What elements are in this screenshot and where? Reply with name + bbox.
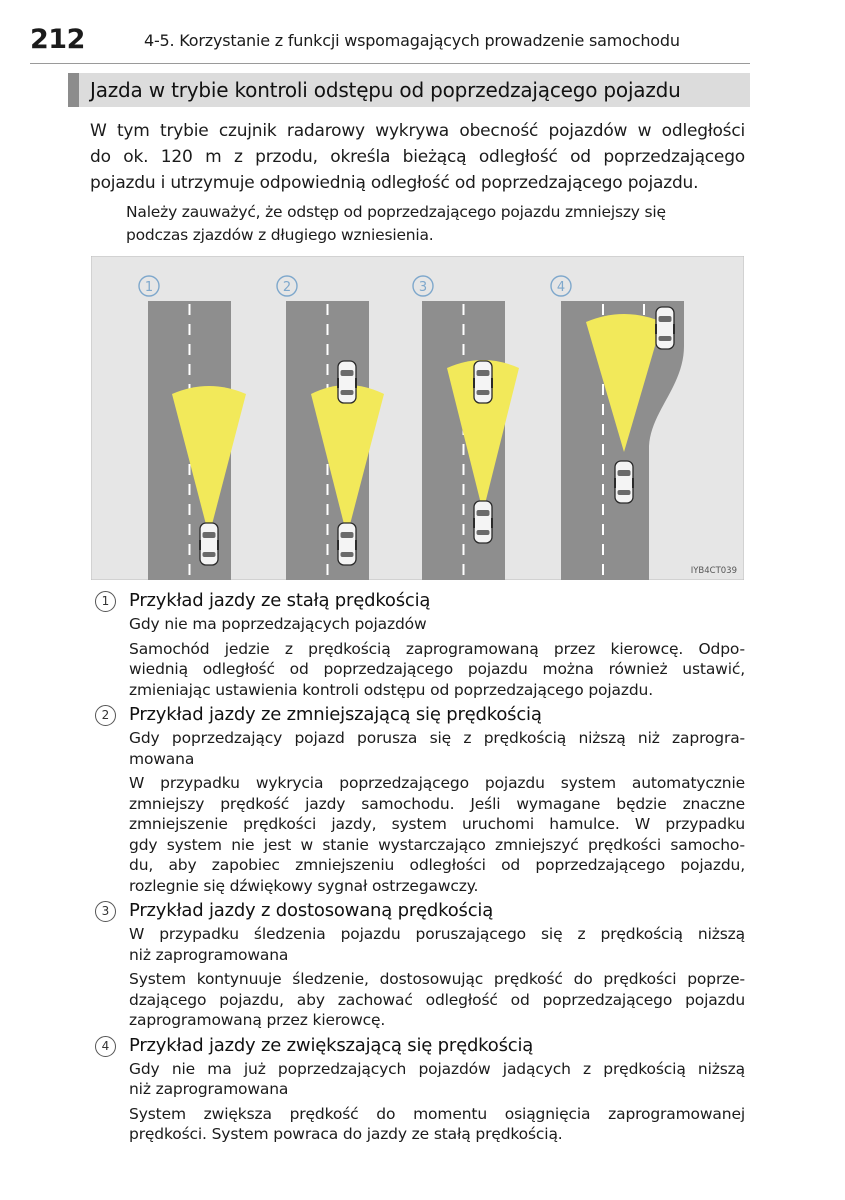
list-item: [95, 1033, 745, 1145]
condition-line: niż zaprogramowana: [129, 1080, 289, 1098]
item-description: [129, 1104, 745, 1145]
figure-label-4: 4: [556, 280, 566, 295]
item-condition: [129, 614, 745, 635]
item-description: [129, 969, 745, 1031]
car-own-4: [615, 461, 633, 503]
item-title: Przykład jazdy ze zwiększającą się prędkością: [129, 1034, 534, 1056]
description-line: rozlegnie się dźwiękowy sygnał ostrzegawczy.: [129, 876, 479, 895]
item-condition: [129, 728, 745, 769]
intro-line: do ok. 120 m z przodu, określa bieżącą odległość od poprzedzającego: [90, 147, 745, 167]
description-line: zmniejszenie prędkości jazdy, system uruchomi hamulce. W przypadku: [129, 815, 745, 833]
item-title: Przykład jazdy ze zmniejszającą się prędkością: [129, 704, 542, 725]
car-preceding-2: [338, 361, 356, 403]
description-line: Samochód jedzie z prędkością zaprogramowaną przez kierowcę. Odpo-: [129, 639, 745, 658]
item-title: Przykład jazdy z dostosowaną prędkością: [129, 900, 494, 921]
note-line: podczas zjazdów z długiego wzniesienia.: [126, 226, 434, 244]
description-line: prędkości. System powraca do jazdy ze stałą prędkością.: [129, 1125, 563, 1143]
acc-illustration-svg: [91, 256, 744, 580]
list-item: [95, 898, 745, 1031]
description-line: W przypadku wykrycia poprzedzającego pojazdu system automatycznie: [129, 774, 745, 792]
section-title: Jazda w trybie kontroli odstępu od poprzedzającego pojazdu: [90, 78, 681, 102]
item-condition: [129, 1059, 745, 1100]
figure-label-3: 3: [418, 280, 428, 295]
item-number-badge: 3: [95, 901, 116, 922]
description-line: wiednią odległość od poprzedzającego pojazdu można również ustawić,: [129, 660, 745, 678]
item-description: [129, 639, 745, 701]
condition-line: W przypadku śledzenia pojazdu poruszającego się z prędkością niższą: [129, 925, 745, 943]
condition-line: Gdy nie ma poprzedzających pojazdów: [129, 615, 427, 633]
condition-line: mowana: [129, 749, 195, 768]
figure-code: IYB4CT039: [690, 566, 737, 576]
running-header: 4-5. Korzystanie z funkcji wspomagających prowadzenie samochodu: [144, 31, 680, 50]
description-line: zmniejszy prędkość jazdy samochodu. Jeśli wymagane będzie znaczne: [129, 794, 745, 813]
figure-label-1: 1: [144, 280, 154, 295]
page-number: 212: [30, 24, 85, 55]
description-line: System kontynuuje śledzenie, dostosowując prędkość do prędkości poprze-: [129, 970, 745, 988]
section-title-accent: [68, 73, 79, 107]
item-description: [129, 773, 745, 896]
intro-line: pojazdu i utrzymuje odpowiednią odległość od poprzedzającego pojazdu.: [90, 173, 699, 193]
note-line: Należy zauważyć, że odstęp od poprzedzającego pojazdu zmniejszy się: [126, 203, 666, 221]
car-preceding-4: [656, 307, 674, 349]
description-line: System zwiększa prędkość do momentu osiągnięcia zaprogramowanej: [129, 1104, 745, 1123]
example-list: [95, 588, 745, 1145]
acc-illustration: [91, 256, 744, 580]
description-line: dzającego pojazdu, aby zachować odległość od poprzedzającego pojazdu: [129, 990, 745, 1009]
note-paragraph: [126, 201, 746, 247]
item-title: Przykład jazdy ze stałą prędkością: [129, 590, 431, 611]
description-line: gdy system nie jest w stanie wystarczająco zmniejszyć prędkości samocho-: [129, 835, 745, 854]
item-number-badge: 4: [95, 1036, 116, 1057]
car-preceding-3: [474, 361, 492, 403]
figure-label-2: 2: [282, 280, 292, 295]
condition-line: Gdy nie ma już poprzedzających pojazdów jadących z prędkością niższą: [129, 1059, 745, 1078]
condition-line: niż zaprogramowana: [129, 945, 289, 964]
car-own-1: [200, 523, 218, 565]
car-own-3: [474, 501, 492, 543]
item-condition: [129, 924, 745, 965]
item-number-badge: 1: [95, 591, 116, 612]
description-line: du, aby zapobiec zmniejszeniu odległości od poprzedzającego pojazdu,: [129, 856, 745, 874]
intro-paragraph: [90, 118, 745, 196]
item-number-badge: 2: [95, 705, 116, 726]
header-divider: [30, 63, 750, 64]
list-item: [95, 702, 745, 896]
list-item: [95, 588, 745, 700]
description-line: zmieniając ustawienia kontroli odstępu od poprzedzającego pojazdu.: [129, 680, 653, 699]
intro-line: W tym trybie czujnik radarowy wykrywa obecność pojazdów w odległości: [90, 121, 745, 141]
description-line: zaprogramowaną przez kierowcę.: [129, 1011, 386, 1029]
car-own-2: [338, 523, 356, 565]
condition-line: Gdy poprzedzający pojazd porusza się z prędkością niższą niż zaprogra-: [129, 729, 745, 747]
